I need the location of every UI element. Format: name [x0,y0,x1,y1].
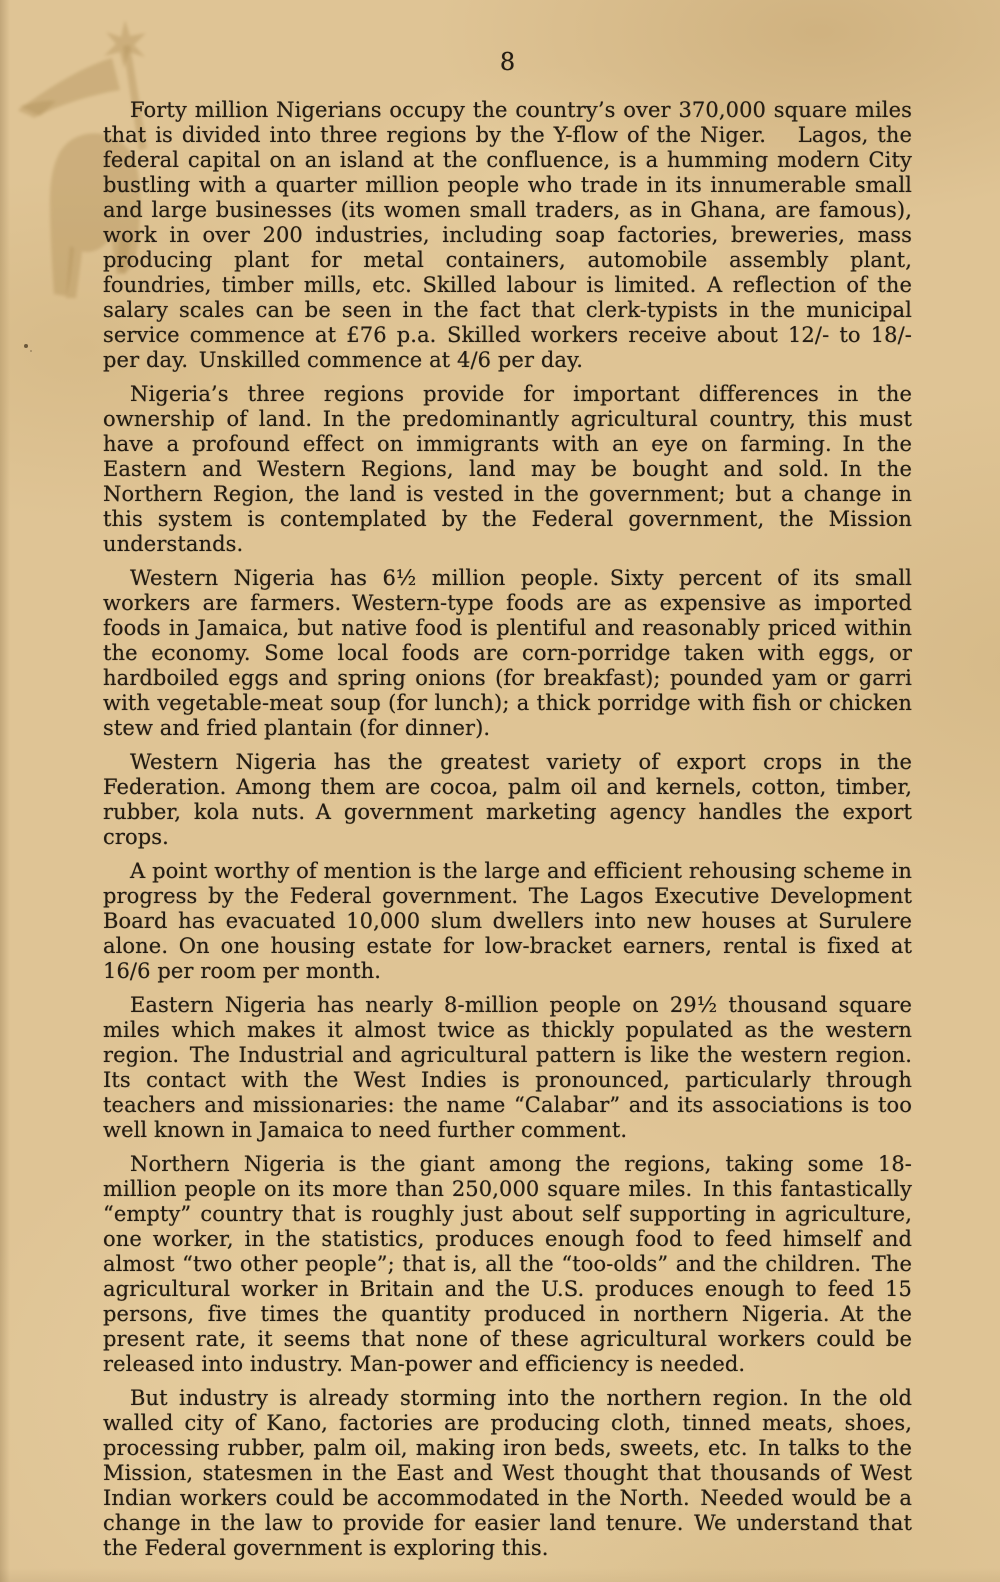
paper-speck [24,344,28,348]
paragraph-7: Northern Nigeria is the giant among the regions, taking some 18-million people on its more than 250,000 square miles. In this fantastically “empty” country that is roughly just about self supporting in agriculture, one worker, in the statistics, produces enough food to feed himself and almost “two other people”; that is, all the “too-olds” and the children. The agricultural worker in Britain and the U.S. produces enough to feed 15 persons, five times the quantity produced in northern Nigeria. At the present rate, it seems that none of these agricultural workers could be released into industry. Man-power and efficiency is needed. [103,1152,912,1376]
page-number: 8 [499,48,516,76]
document-body [103,98,912,1570]
paragraph-5: A point worthy of mention is the large and efficient rehousing scheme in progress by the Federal government. The Lagos Executive Development Board has evacuated 10,000 slum dwellers into new houses at Surulere alone. On one housing estate for low-bracket earners, rental is fixed at 16/6 per room per month. [103,859,912,983]
paragraph-4: Western Nigeria has the greatest variety of export crops in the Federation. Among them are cocoa, palm oil and kernels, cotton, timber, rubber, kola nuts. A government marketing agency handles the export crops. [103,750,912,849]
paragraph-2: Nigeria’s three regions provide for important differences in the ownership of land. In the predominantly agricultural country, this must have a profound effect on immigrants with an eye on farming. In the Eastern and Western Regions, land may be bought and sold. In the Northern Region, the land is vested in the government; but a change in this system is contemplated by the Federal government, the Mission understands. [103,382,912,556]
paragraph-6: Eastern Nigeria has nearly 8-million people on 29½ thousand square miles which makes it almost twice as thickly populated as the western region. The Industrial and agricultural pattern is like the western region. Its contact with the West Indies is pronounced, particularly through teachers and missionaries: the name “Calabar” and its associations is too well known in Jamaica to need further comment. [103,993,912,1142]
paper-speck [30,350,32,352]
paragraph-1: Forty million Nigerians occupy the country’s over 370,000 square miles that is divided into three regions by the Y-flow of the Niger. Lagos, the federal capital on an island at the confluence, is a humming modern City bustling with a quarter million people who trade in its innumerable small and large businesses (its women small traders, as in Ghana, are famous), work in over 200 industries, including soap factories, breweries, mass producing plant for metal containers, automobile assembly plant, foundries, timber mills, etc. Skilled labour is limited. A reflection of the salary scales can be seen in the fact that clerk-typists in the municipal service commence at £76 p.a. Skilled workers receive about 12/- to 18/- per day. Unskilled commence at 4/6 per day. [103,98,912,372]
paragraph-8: But industry is already storming into the northern region. In the old walled city of Kano, factories are producing cloth, tinned meats, shoes, processing rubber, palm oil, making iron beds, sweets, etc. In talks to the Mission, statesmen in the East and West thought that thousands of West Indian workers could be accommodated in the North. Needed would be a change in the law to provide for easier land tenure. We understand that the Federal government is exploring this. [103,1386,912,1560]
paragraph-3: Western Nigeria has 6½ million people. Sixty percent of its small workers are farmers. Western-type foods are as expensive as imported foods in Jamaica, but native food is plentiful and reasonably priced within the economy. Some local foods are corn-porridge taken with eggs, or hardboiled eggs and spring onions (for breakfast); pounded yam or garri with vegetable-meat soup (for lunch); a thick porridge with fish or chicken stew and fried plantain (for dinner). [103,566,912,740]
